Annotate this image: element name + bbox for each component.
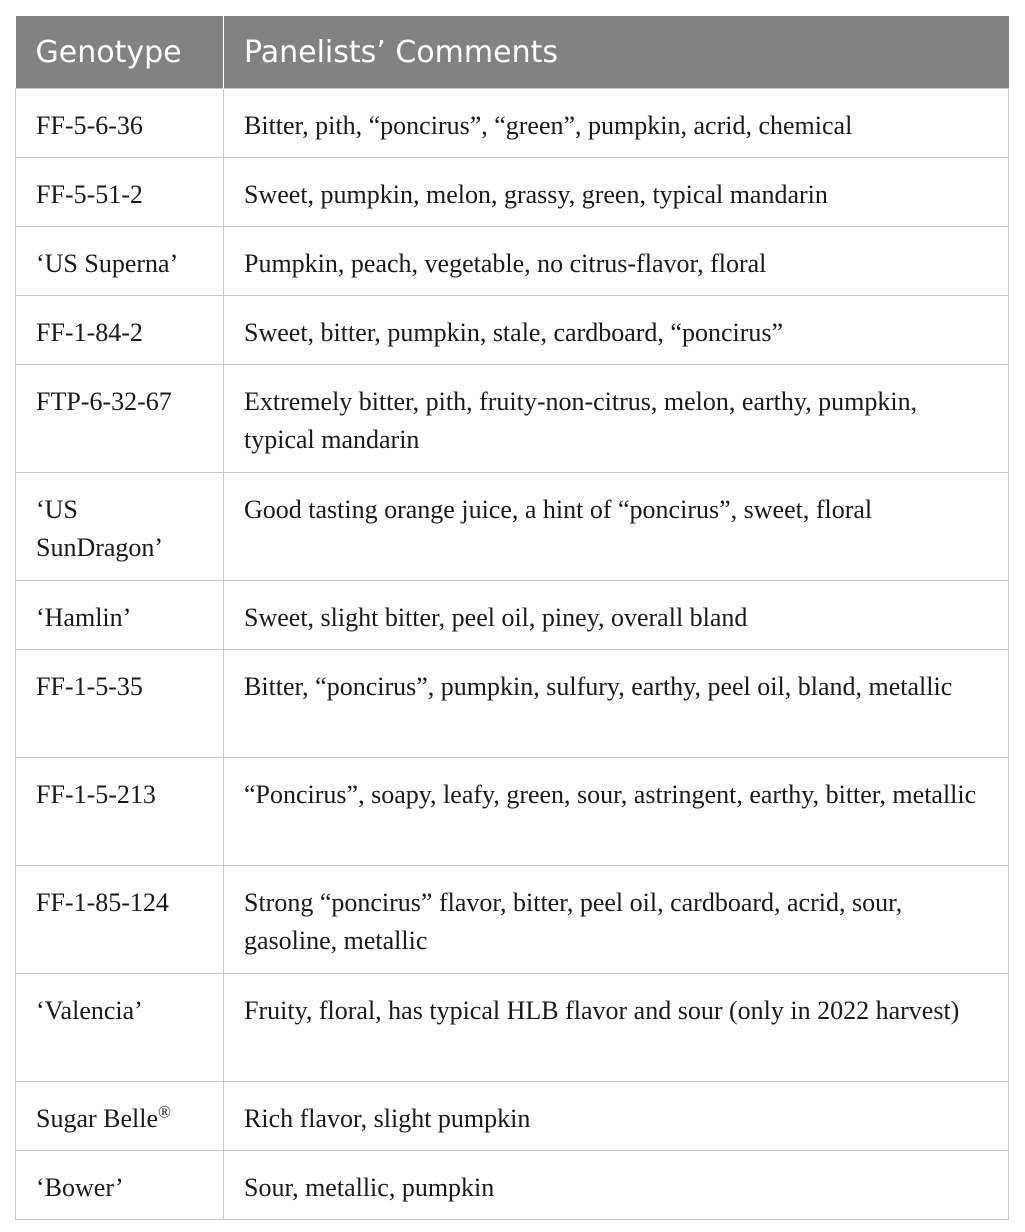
- comments-cell: Sweet, pumpkin, melon, grassy, green, typical mandarin: [224, 158, 1009, 227]
- genotype-cell: FF-1-5-35: [16, 650, 224, 758]
- genotype-cell: [16, 1082, 224, 1151]
- genotype-cell: FTP-6-32-67: [16, 365, 224, 473]
- table-row: [16, 1151, 1009, 1220]
- panelist-comments-table: [15, 16, 1009, 1220]
- comments-cell: Sweet, slight bitter, peel oil, piney, overall bland: [224, 581, 1009, 650]
- table-row: [16, 89, 1009, 158]
- header-panelists-comments: Panelists’ Comments: [224, 16, 1009, 89]
- genotype-cell: ‘Hamlin’: [16, 581, 224, 650]
- table-header: [16, 16, 1009, 89]
- table-row: [16, 1082, 1009, 1151]
- table-row: [16, 365, 1009, 473]
- comments-cell: Strong “poncirus” flavor, bitter, peel oil, cardboard, acrid, sour, gasoline, metallic: [224, 866, 1009, 974]
- genotype-cell: FF-1-5-213: [16, 758, 224, 866]
- genotype-name: Sugar Belle: [36, 1104, 159, 1133]
- table-row: [16, 581, 1009, 650]
- comments-cell: “Poncirus”, soapy, leafy, green, sour, astringent, earthy, bitter, metallic: [224, 758, 1009, 866]
- genotype-cell: FF-5-6-36: [16, 89, 224, 158]
- comments-cell: Fruity, floral, has typical HLB flavor and sour (only in 2022 harvest): [224, 974, 1009, 1082]
- table-row: [16, 158, 1009, 227]
- comments-cell: Extremely bitter, pith, fruity-non-citrus, melon, earthy, pumpkin, typical mandarin: [224, 365, 1009, 473]
- table-row: [16, 866, 1009, 974]
- genotype-cell: ‘US Superna’: [16, 227, 224, 296]
- header-genotype: Genotype: [16, 16, 224, 89]
- genotype-cell: ‘US SunDragon’: [16, 473, 224, 581]
- table-row: [16, 227, 1009, 296]
- genotype-cell: ‘Bower’: [16, 1151, 224, 1220]
- panelist-comments-table-container: [15, 16, 1008, 1220]
- table-row: [16, 758, 1009, 866]
- comments-cell: Rich flavor, slight pumpkin: [224, 1082, 1009, 1151]
- comments-cell: Sweet, bitter, pumpkin, stale, cardboard, “poncirus”: [224, 296, 1009, 365]
- table-body: [16, 89, 1009, 1220]
- comments-cell: Pumpkin, peach, vegetable, no citrus-flavor, floral: [224, 227, 1009, 296]
- comments-cell: Sour, metallic, pumpkin: [224, 1151, 1009, 1220]
- genotype-cell: FF-1-85-124: [16, 866, 224, 974]
- genotype-cell: ‘Valencia’: [16, 974, 224, 1082]
- comments-cell: Bitter, pith, “poncirus”, “green”, pumpkin, acrid, chemical: [224, 89, 1009, 158]
- header-row: [16, 16, 1009, 89]
- table-row: [16, 974, 1009, 1082]
- table-row: [16, 473, 1009, 581]
- comments-cell: Bitter, “poncirus”, pumpkin, sulfury, earthy, peel oil, bland, metallic: [224, 650, 1009, 758]
- table-row: [16, 650, 1009, 758]
- comments-cell: Good tasting orange juice, a hint of “poncirus”, sweet, floral: [224, 473, 1009, 581]
- genotype-cell: FF-1-84-2: [16, 296, 224, 365]
- table-row: [16, 296, 1009, 365]
- registered-mark: ®: [158, 1102, 171, 1122]
- genotype-cell: FF-5-51-2: [16, 158, 224, 227]
